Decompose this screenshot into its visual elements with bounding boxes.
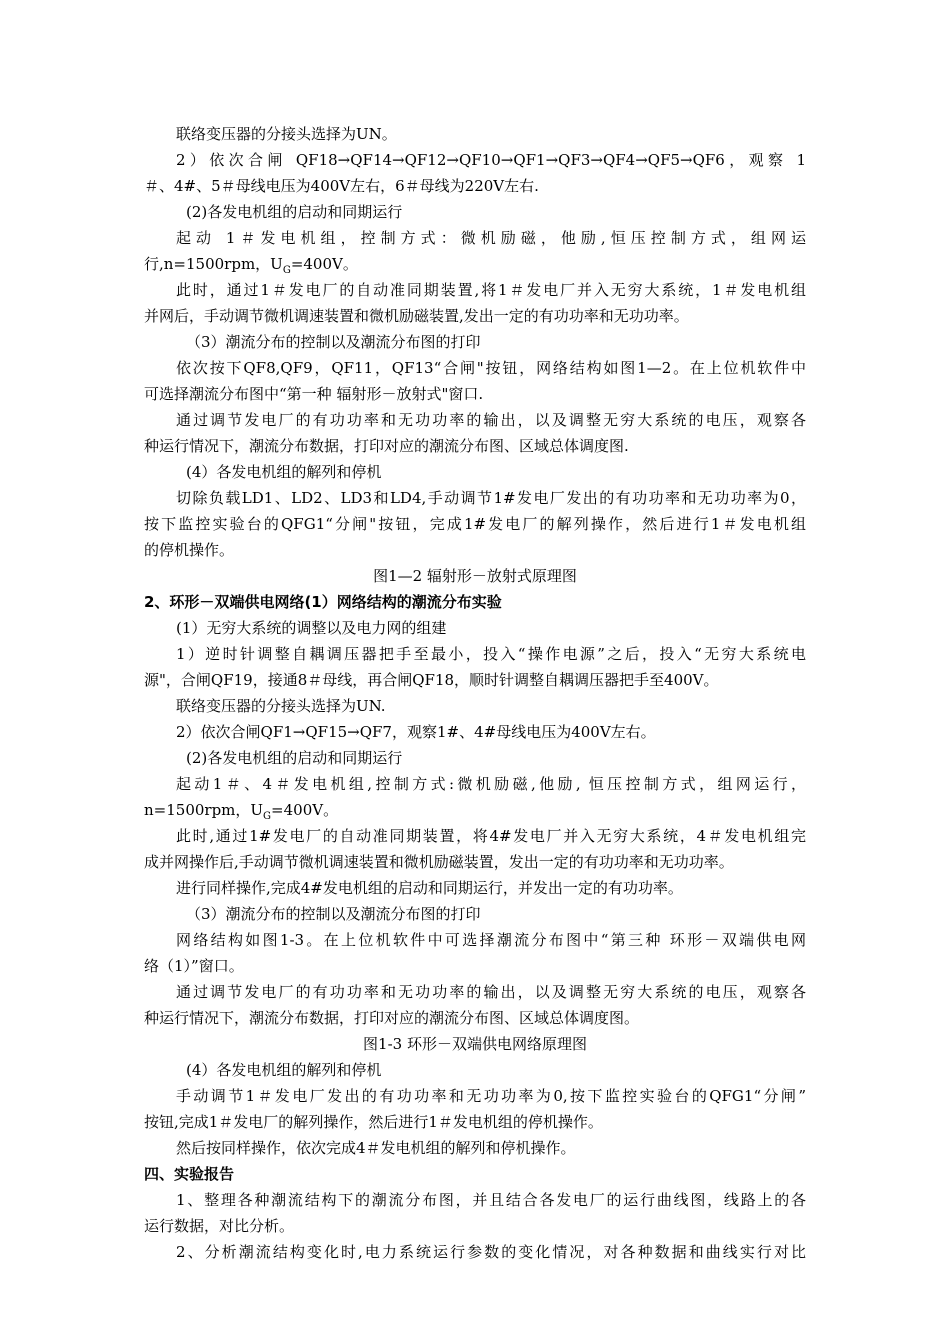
text-line: 通过调节发电厂的有功功率和无功功率的输出，以及调整无穷大系统的电压，观察各 — [176, 983, 806, 1001]
text-fragment: =400V。 — [290, 255, 358, 273]
figure-caption: 图1—2 辐射形－放射式原理图 — [373, 567, 577, 585]
text-line: 联络变压器的分接头选择为UN. — [176, 697, 386, 715]
text-line: 切除负载LD1、LD2、LD3和LD4,手动调节1#发电厂发出的有功功率和无功功率为0， — [176, 489, 806, 507]
subsection-heading: （3）潮流分布的控制以及潮流分布图的打印 — [186, 333, 481, 351]
text-line: 可选择潮流分布图中“第一种 辐射形－放射式"窗口. — [144, 385, 484, 403]
text-line: 起动1＃、4＃发电机组,控制方式:微机励磁,他励, 恒压控制方式，组网运行， — [176, 775, 806, 793]
text-fragment: 行,n=1500rpm，U — [144, 255, 283, 273]
subscript: G — [263, 811, 272, 822]
subsection-heading: (4）各发电机组的解列和停机 — [186, 1061, 382, 1079]
text-line: 联络变压器的分接头选择为UN。 — [176, 125, 397, 143]
text-line: 网络结构如图1-3。在上位机软件中可选择潮流分布图中“第三种 环形－双端供电网 — [176, 931, 806, 949]
text-line: 按钮,完成1＃发电厂的解列操作，然后进行1＃发电机组的停机操作。 — [144, 1113, 603, 1131]
text-line: 的停机操作。 — [144, 541, 235, 559]
text-fragment: n=1500rpm，U — [144, 801, 264, 819]
subsection-heading: (2)各发电机组的启动和同期运行 — [186, 203, 403, 221]
text-line: 源"，合闸QF19，接通8＃母线，再合闸QF18，顺时针调整自耦调压器把手至400V。 — [144, 671, 719, 689]
text-line: 此时,通过1#发电厂的自动准同期装置，将4#发电厂并入无穷大系统，4＃发电机组完 — [176, 827, 806, 845]
text-line: 并网后，手动调节微机调速装置和微机励磁装置,发出一定的有功功率和无功功率。 — [144, 307, 689, 325]
text-line: 2、分析潮流结构变化时,电力系统运行参数的变化情况，对各种数据和曲线实行对比 — [176, 1243, 806, 1261]
text-line: 此时，通过1＃发电厂的自动准同期装置,将1＃发电厂并入无穷大系统，1＃发电机组 — [176, 281, 806, 299]
text-line — [144, 254, 358, 281]
subsection-heading: (4）各发电机组的解列和停机 — [186, 463, 382, 481]
text-line: 2）依次合闸QF1→QF15→QF7，观察1#、4#母线电压为400V左右。 — [176, 723, 656, 741]
subsection-heading: (2)各发电机组的启动和同期运行 — [186, 749, 403, 767]
text-line: 种运行情况下，潮流分布数据，打印对应的潮流分布图、区域总体调度图. — [144, 437, 629, 455]
subscript: G — [282, 265, 291, 276]
figure-caption: 图1-3 环形－双端供电网络原理图 — [363, 1035, 587, 1053]
section-heading: 2、环形－双端供电网络(1）网络结构的潮流分布实验 — [144, 593, 502, 611]
text-line: 按下监控实验台的QFG1“分闸"按钮，完成1#发电厂的解列操作，然后进行1＃发电机组 — [144, 515, 806, 533]
text-line: 手动调节1＃发电厂发出的有功功率和无功功率为0,按下监控实验台的QFG1“分闸” — [176, 1087, 806, 1105]
text-line: ＃、4#、5＃母线电压为400V左右，6＃母线为220V左右. — [144, 177, 539, 195]
text-line — [144, 800, 338, 827]
text-line: 进行同样操作,完成4#发电机组的启动和同期运行，并发出一定的有功功率。 — [176, 879, 683, 897]
text-line: 成并网操作后,手动调节微机调速装置和微机励磁装置，发出一定的有功功率和无功功率。 — [144, 853, 734, 871]
subsection-heading: (1）无穷大系统的调整以及电力网的组建 — [176, 619, 447, 637]
text-line: 络（1）”窗口。 — [144, 957, 244, 975]
text-line: 通过调节发电厂的有功功率和无功功率的输出，以及调整无穷大系统的电压，观察各 — [176, 411, 806, 429]
text-line: 1、整理各种潮流结构下的潮流分布图，并且结合各发电厂的运行曲线图，线路上的各 — [176, 1191, 806, 1209]
text-line: 起动 1＃发电机组，控制方式：微机励磁，他励,恒压控制方式，组网运 — [176, 229, 806, 247]
text-line: 然后按同样操作，依次完成4＃发电机组的解列和停机操作。 — [176, 1139, 576, 1157]
text-line: 1）逆时针调整自耦调压器把手至最小，投入“操作电源”之后，投入“无穷大系统电 — [176, 645, 806, 663]
subsection-heading: （3）潮流分布的控制以及潮流分布图的打印 — [186, 905, 481, 923]
text-fragment: =400V。 — [271, 801, 339, 819]
section-heading: 四、实验报告 — [144, 1165, 235, 1183]
text-line: 依次按下QF8,QF9，QF11，QF13“合闸"按钮，网络结构如图1—2。在上位机软件中 — [176, 359, 806, 377]
text-line: 2）依次合闸 QF18→QF14→QF12→QF10→QF1→QF3→QF4→QF5→QF6，观察 1 — [176, 151, 806, 169]
text-line: 运行数据，对比分析。 — [144, 1217, 295, 1235]
text-line: 种运行情况下，潮流分布数据，打印对应的潮流分布图、区域总体调度图。 — [144, 1009, 640, 1027]
